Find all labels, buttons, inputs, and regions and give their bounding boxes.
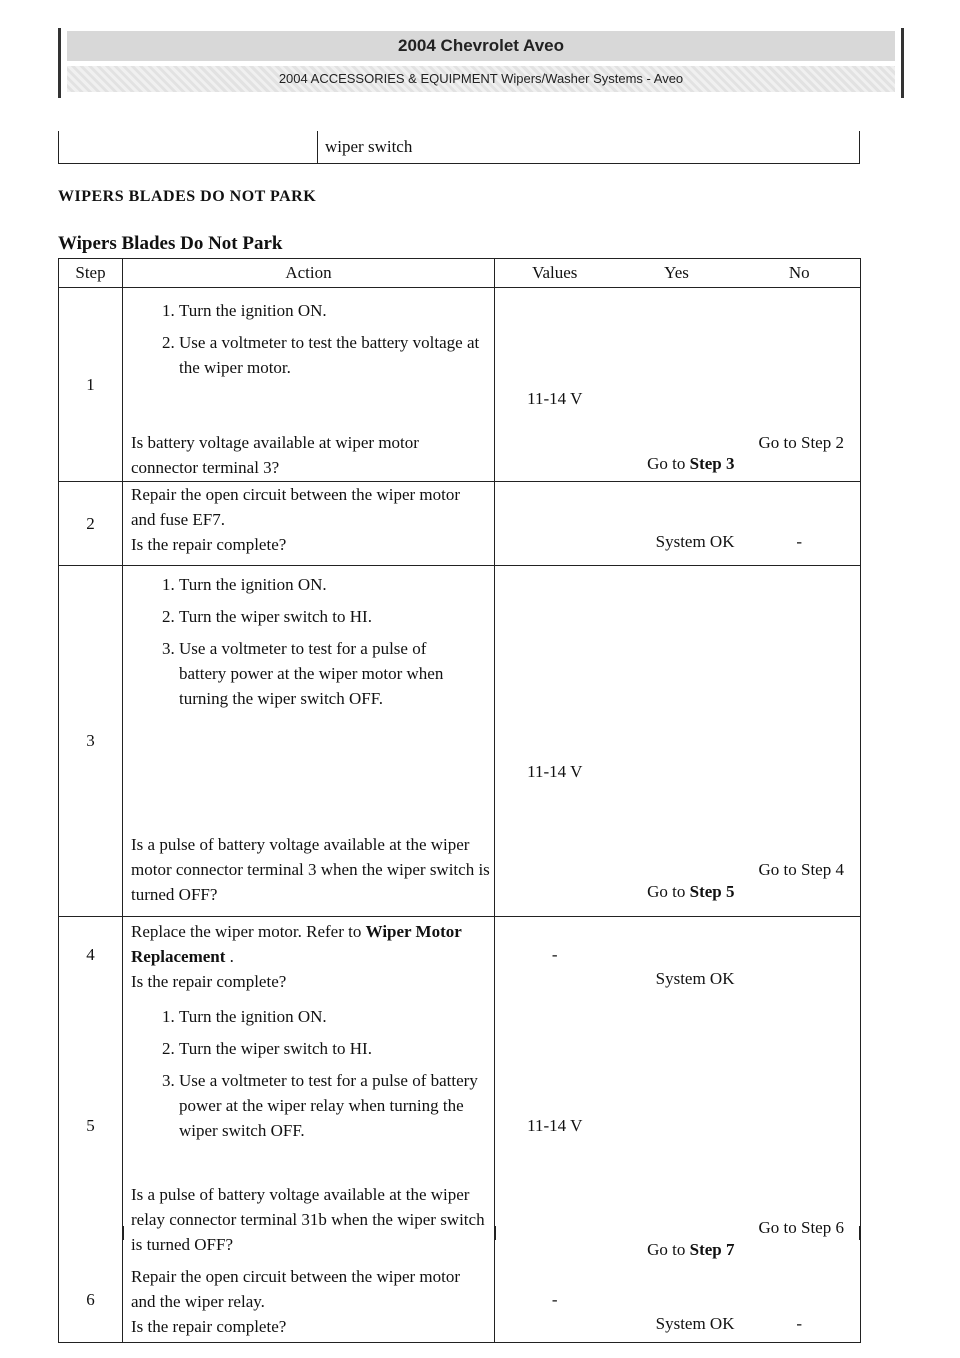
value-text: - [551,1290,558,1309]
yes-cell [615,566,739,917]
value-text: - [551,945,558,964]
no-cell [739,482,861,566]
table-row [59,566,861,917]
step-link[interactable]: Step 5 [689,882,735,901]
table-row [59,288,861,482]
no-cell [739,288,861,482]
action-item: 2. Use a voltmeter to test the battery voltage at the wiper motor. [179,330,494,380]
header-yes: Yes [615,259,739,288]
action-description: Repair the open circuit between the wiper motor and the wiper relay. [131,1267,461,1311]
value-text: 11-14 V [527,1116,583,1135]
yes-text: System OK [655,1314,735,1333]
yes-text [647,454,734,474]
header-step: Step [59,259,123,288]
desc-suffix: . [225,947,234,966]
action-question: Is battery voltage available at wiper motor connector terminal 3? [131,433,419,477]
yes-prefix: Go to [647,882,690,901]
yes-cell [615,917,739,1343]
step-numbers [59,917,123,1343]
action-item: 3. Use a voltmeter to test for a pulse of battery power at the wiper relay when turning the wiper switch OFF. [179,1068,490,1143]
action-cell [123,566,495,917]
page-header [58,28,904,98]
column-divider [495,1226,496,1240]
header-values: Values [495,259,615,288]
action-question: Is a pulse of battery voltage available at the wiper relay connector terminal 31b when the wiper switch is turned OFF? [131,1185,485,1254]
section-heading: WIPERS BLADES DO NOT PARK [58,188,317,205]
wiper-motor-replacement-link[interactable]: Wiper Motor Replacement [131,922,462,966]
value-text: 11-14 V [527,389,583,408]
table-row [59,917,861,1343]
action-question: Is the repair complete? [131,1317,287,1336]
no-cell [739,917,861,1343]
action-description [131,919,490,969]
table-row [59,482,861,566]
header-title: 2004 Chevrolet Aveo [67,31,895,61]
desc-text: Replace the wiper motor. Refer to [131,922,366,941]
no-text: Go to Step 6 [758,1218,844,1237]
action-item: 1. Turn the ignition ON. [179,298,494,323]
step-number: 1 [59,288,123,482]
step-number: 4 [86,945,95,964]
action-question: Is a pulse of battery voltage available at the wiper motor connector terminal 3 when the wiper switch is turned OFF? [131,835,490,904]
step-number: 3 [59,566,123,917]
header-action: Action [123,259,495,288]
values-cell [495,566,615,917]
header-subtitle: 2004 ACCESSORIES & EQUIPMENT Wipers/Washer Systems - Aveo [67,66,895,92]
action-item: 3. Use a voltmeter to test for a pulse of battery power at the wiper motor when turning the wiper switch OFF. [179,636,494,711]
yes-text: System OK [655,532,735,551]
values-cell [495,288,615,482]
yes-cell [615,482,739,566]
action-cell [123,917,495,1343]
yes-text: System OK [655,969,735,988]
action-cell [123,288,495,482]
yes-prefix: Go to [647,1240,690,1259]
value-text: 11-14 V [527,762,583,781]
step-number: 2 [59,482,123,566]
action-description: Repair the open circuit between the wiper motor and fuse EF7. [131,485,461,529]
step-number: 6 [86,1290,95,1309]
step-link[interactable]: Step 7 [689,1240,735,1259]
yes-cell [615,288,739,482]
column-divider [123,1226,124,1240]
next-row-stub [58,1226,860,1240]
action-question: Is the repair complete? [131,972,287,991]
previous-row-text: wiper switch [325,137,413,156]
action-item: 2. Turn the wiper switch to HI. [179,604,494,629]
table-header-row [59,259,861,288]
values-cell [495,917,615,1343]
yes-text [647,882,734,902]
header-no: No [739,259,861,288]
yes-prefix: Go to [647,454,690,473]
previous-table-row [58,131,860,164]
step-number: 5 [86,1116,95,1135]
no-text: - [796,532,803,551]
action-cell [123,482,495,566]
action-question: Is the repair complete? [131,535,287,554]
no-text: Go to Step 2 [758,433,844,452]
table-title: Wipers Blades Do Not Park [58,233,283,254]
no-cell [739,566,861,917]
values-cell [495,482,615,566]
diagnostic-table [58,258,861,1343]
previous-table-divider [317,131,318,163]
action-item: 2. Turn the wiper switch to HI. [179,1036,490,1061]
step-link[interactable]: Step 3 [689,454,735,473]
action-item: 1. Turn the ignition ON. [179,1004,490,1029]
yes-text [647,1240,734,1260]
no-text: - [796,1314,803,1333]
action-item: 1. Turn the ignition ON. [179,572,494,597]
no-text: Go to Step 4 [758,860,844,879]
